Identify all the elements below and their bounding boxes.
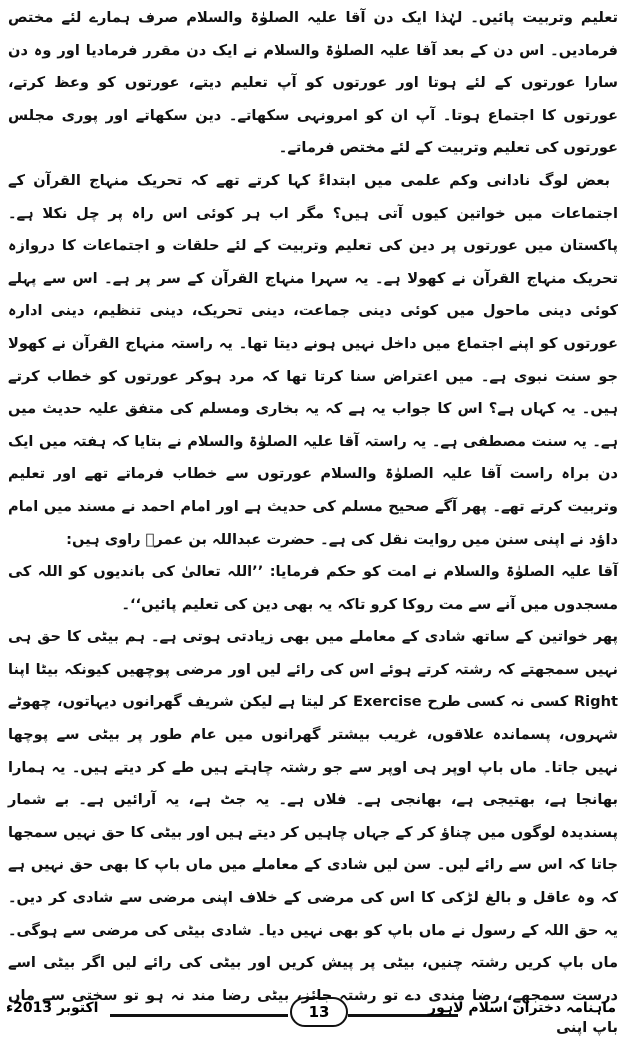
- paragraph-2: بعض لوگ نادانی وکم علمی میں ابتداءً کہا کرتے تھے کہ تحریک منہاج القرآن کے اجتماعات میں خواتین کیوں آتی ہیں؟ مگر اب ہر کوئی اس راہ پر چل نکلا ہے۔ پاکستان میں عورتوں پر دین کی تعلیم وتربیت کے لئے حلقات و اجتماعات کا دروازہ تحریک منہاج القرآن نے کھولا ہے۔ یہ سہرا منہاج القرآن کے سر پر ہے۔ اس سے پہلے کوئی دینی ماحول میں کوئی دینی جماعت، دینی تحریک، دینی تنظیم، دینی ادارہ عورتوں کو اپنے اجتماع میں داخل نہیں ہونے دیتا تھا۔ یہ راستہ منہاج القرآن نے کھولا جو سنت نبوی ہے۔ میں اعتراض سنا کرتا تھا کہ مرد ہوکر عورتوں کو خطاب کرتے ہیں۔ یہ کہاں ہے؟ اس کا جواب یہ ہے کہ یہ بخاری ومسلم کی متفق علیہ حدیث میں ہے۔ یہ سنت مصطفی ہے۔ یہ راستہ آقا علیہ الصلوٰۃ والسلام نے بتایا کہ ہفتہ میں ایک دن براہ راست آقا علیہ الصلوٰۃ والسلام عورتوں سے خطاب فرماتے تھے اور تعلیم وتربیت کرتے تھے۔ پھر آگے صحیح مسلم کی حدیث ہے اور امام احمد نے مسند میں امام داؤد نے اپنی سنن میں روایت نقل کی ہے۔ حضرت عبداللہ بن عمرؓ راوی ہیں:: [8, 171, 618, 548]
- footer-rule-left: [110, 1014, 288, 1017]
- issue-date: اکتوبر 2013ء: [6, 1000, 99, 1016]
- page-number-badge: 13: [290, 997, 348, 1027]
- paragraph-1: تعلیم وتربیت پائیں۔ لہٰذا ایک دن آقا علیہ الصلوٰۃ والسلام صرف ہمارے لئے مختص فرمادیں۔ اس دن کے بعد آقا علیہ الصلوٰۃ والسلام نے ایک دن مقرر فرمادیا اور وہ دن سارا عورتوں کے لئے ہوتا اور عورتوں کو آپ تعلیم دیتے، عورتوں کو وعظ کرتے، عورتوں کا اجتماع ہوتا۔ آپ ان کو امرونہی سکھاتے۔ دین سکھاتے اور پوری مجلس عورتوں کی تعلیم وتربیت کے لئے مختص فرماتے۔: [8, 9, 618, 157]
- magazine-name: ماہنامہ دختران اسلام لاہور: [428, 1000, 616, 1016]
- paragraph-4: پھر خواتین کے ساتھ شادی کے معاملے میں بھی زیادتی ہوتی ہے۔ ہم بیٹی کا حق ہی نہیں سمجھتے کہ رشتہ کرتے ہوئے اس کی رائے لیں اور مرضی پوچھیں کیونکہ بیٹا اپنا Right کسی نہ کسی طرح Exercise کر لیتا ہے لیکن شریف گھرانوں دیہاتوں، چھوٹے شہروں، پسماندہ علاقوں، غریب بیشتر گھرانوں میں عام طور پر بیٹی سے پوچھا نہیں جاتا۔ ماں باپ اوپر ہی اوپر سے جو رشتہ چاہتے ہیں طے کر دیتے ہیں۔ یہ ہمارا بھانجا ہے، بھتیجی ہے، بھانجی ہے۔ فلاں ہے۔ یہ جٹ ہے، یہ آرائیں ہے۔ بے شمار پسندیدہ لوگوں میں چناؤ کر کے جہاں چاہیں کر دیتے ہیں اور بیٹی کا حق نہیں سمجھا جاتا کہ اس سے رائے لیں۔ سن لیں شادی کے معاملے میں ماں باپ کا بھی حق نہیں ہے کہ وہ عاقل و بالغ لڑکی کا اس کی مرضی کے خلاف اپنی مرضی سے شادی کر دیں۔ یہ حق اللہ کے رسول نے ماں باپ کو بھی نہیں دیا۔ شادی بیٹی کی مرضی سے ہوگی۔ ماں باپ کریں رشتہ چنیں، بیٹی پر پیش کریں اور بیٹی کی رائے لیں اگر بیٹی اسے درست سمجھے، رضا مندی دے تو رشتہ جائز، بیٹی رضا مند نہ ہو تو سختی سے ماں باپ اپنی: [8, 628, 618, 1037]
- paragraph-3: آقا علیہ الصلوٰۃ والسلام نے امت کو حکم فرمایا: ’’اللہ تعالیٰ کی باندیوں کو اللہ کی مسجدوں میں آنے سے مت روکا کرو تاکہ یہ بھی دین کی تعلیم پائیں‘‘۔: [8, 563, 618, 613]
- page-footer: [0, 992, 626, 1032]
